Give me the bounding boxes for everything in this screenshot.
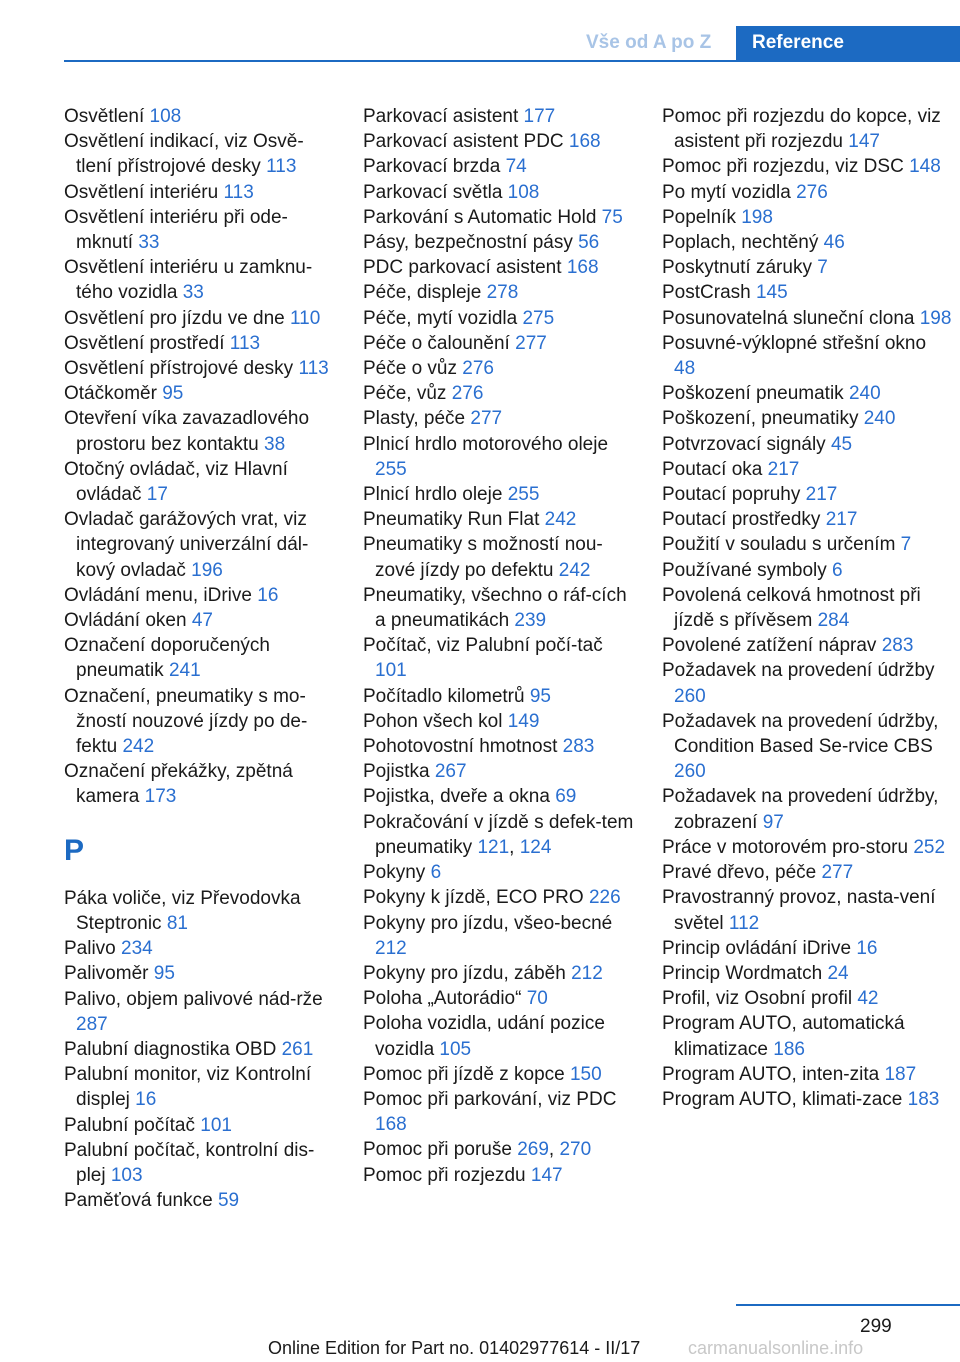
page-link[interactable]: 113 — [229, 332, 261, 354]
index-entry — [64, 583, 334, 608]
page-link[interactable]: 17 — [146, 484, 168, 506]
page-link[interactable]: 177 — [523, 106, 556, 127]
page-link[interactable]: 187 — [884, 1063, 917, 1085]
page-link[interactable]: 38 — [264, 433, 286, 455]
index-entry: Pomoc při poruše 269, 270 — [363, 1139, 592, 1161]
page-link[interactable]: 101 — [200, 1114, 232, 1136]
page-link[interactable]: 183 — [907, 1088, 940, 1110]
index-entry — [363, 255, 635, 280]
index-term: Parkovací asistent — [363, 106, 524, 127]
index-term: PostCrash — [662, 282, 756, 304]
index-term: Pokračování v jízdě s defek‐tem pneumatiky — [363, 811, 634, 858]
page-link[interactable]: 145 — [755, 282, 788, 304]
index-entry — [662, 784, 952, 834]
index-entry — [363, 684, 635, 709]
page-link[interactable]: 150 — [569, 1063, 602, 1085]
index-term: Po mytí vozidla — [662, 181, 797, 203]
page-link[interactable]: 48 — [674, 358, 696, 380]
page-link[interactable]: 242 — [122, 736, 155, 758]
page-link[interactable]: 168 — [568, 131, 601, 153]
index-entry — [363, 583, 635, 633]
index-term: Plnicí hrdlo motorového oleje — [363, 433, 609, 455]
index-term: Parkovací brzda — [363, 156, 506, 178]
index-term: Pokyny k jízdě, ECO PRO — [363, 887, 589, 909]
index-term: Program AUTO, inten‐zita — [662, 1063, 885, 1085]
index-entry — [64, 936, 334, 961]
page-link[interactable]: 113 — [266, 156, 297, 178]
edition-note: Online Edition for Part no. 01402977614 - II/17 — [268, 1338, 641, 1358]
index-entry — [64, 987, 334, 1037]
page-link[interactable]: 252 — [913, 836, 946, 858]
page-link[interactable]: 217 — [805, 484, 838, 506]
index-term: Poutací popruhy — [662, 484, 806, 506]
index-term: Pomoc při parkování, viz PDC — [363, 1088, 617, 1110]
index-entry — [363, 734, 635, 759]
index-term: Péče, mytí vozidla — [363, 307, 523, 329]
index-term: Program AUTO, automatická klimatizace — [662, 1013, 905, 1060]
page-link[interactable]: 33 — [138, 232, 160, 254]
page-link[interactable]: 148 — [909, 156, 941, 178]
index-term: Pomoc při jízdě z kopce — [363, 1063, 570, 1085]
index-term: Princip ovládání iDrive — [662, 937, 857, 959]
index-term: Palubní počítač — [64, 1114, 201, 1136]
index-term: Počítadlo kilometrů — [363, 685, 530, 707]
page-link[interactable]: 110 — [290, 307, 321, 329]
page-link[interactable]: 276 — [451, 383, 484, 405]
index-entry — [662, 709, 952, 785]
index-term: Poloha „Autorádio“ — [363, 988, 527, 1010]
page-link[interactable]: 16 — [856, 937, 878, 959]
index-term: Osvětlení přístrojové desky — [64, 358, 299, 380]
page-link[interactable]: 234 — [121, 938, 153, 960]
page-link[interactable]: 198 — [919, 307, 952, 329]
page-link[interactable]: 70 — [526, 988, 548, 1010]
index-term: Pokyny pro jízdu, záběh — [363, 962, 572, 984]
page-link[interactable]: 113 — [223, 181, 254, 203]
index-entry — [64, 961, 334, 986]
index-term: Palivo, objem palivové nád‐rže — [64, 988, 323, 1010]
page-link[interactable]: 101 — [375, 660, 407, 682]
index-entry — [363, 885, 635, 910]
index-term: Ovládání oken — [64, 610, 192, 632]
index-term: Pohotovostní hmotnost — [363, 736, 563, 758]
index-term: Palivoměr — [64, 963, 154, 985]
index-term: Otočný ovládač, viz Hlavní ovládač — [64, 458, 288, 506]
index-term: Poutací oka — [662, 458, 768, 480]
page-link[interactable]: 42 — [857, 988, 879, 1010]
reference-tab[interactable]: Reference — [736, 26, 960, 60]
page-link[interactable]: 95 — [529, 685, 551, 707]
page-link[interactable]: 255 — [507, 484, 540, 506]
page-link[interactable]: 287 — [76, 1013, 108, 1035]
index-term: Pokyny pro jízdu, všeo‐becné — [363, 912, 613, 934]
index-term: Použití v souladu s určením — [662, 534, 901, 556]
index-term: Osvětlení prostředí — [64, 332, 230, 354]
index-entry — [363, 331, 635, 356]
index-term: Parkovací asistent PDC — [363, 131, 569, 153]
page-link[interactable]: 75 — [601, 206, 623, 228]
index-term: Označení doporučených pneumatik — [64, 635, 270, 682]
index-entry — [64, 608, 334, 633]
page-link[interactable]: 56 — [578, 232, 600, 254]
index-term: Popelník — [662, 206, 742, 228]
index-term: Poskytnutí záruky — [662, 257, 818, 279]
index-term: Parkovací světla — [363, 181, 508, 203]
index-term: Pomoc při poruše — [363, 1139, 518, 1161]
index-term: Posunovatelná sluneční clona — [662, 307, 920, 329]
index-term: Pokyny — [363, 862, 431, 884]
index-term: Osvětlení indikací, viz Osvě‐tlení přístrojové desky — [64, 131, 304, 178]
index-entry — [64, 1188, 334, 1213]
index-entry — [363, 860, 635, 885]
page-link[interactable]: 108 — [507, 181, 540, 203]
page-number: 299 — [860, 1316, 892, 1337]
page-link[interactable]: 283 — [881, 635, 914, 657]
page-link[interactable]: 240 — [863, 408, 896, 430]
page-link[interactable]: 198 — [741, 206, 773, 228]
page-link[interactable]: 121 — [477, 836, 510, 858]
index-entry — [64, 684, 334, 760]
page-link[interactable]: 278 — [486, 282, 519, 304]
index-entry — [363, 1011, 635, 1061]
page-link[interactable]: 168 — [375, 1114, 407, 1136]
page-link[interactable]: 275 — [522, 307, 555, 329]
index-entry — [363, 1062, 635, 1087]
index-term: Práce v motorovém pro‐storu — [662, 836, 914, 858]
index-entry — [662, 633, 952, 658]
index-term: Pneumatiky s možností nou‐zové jízdy po defektu — [363, 534, 603, 581]
page-link[interactable]: 270 — [559, 1139, 592, 1161]
page-link[interactable]: 105 — [439, 1038, 472, 1060]
index-entry: Pokračování v jízdě s defek‐tem pneumatiky 121, 124 — [363, 811, 634, 858]
page-link[interactable]: 74 — [505, 156, 527, 178]
index-term: Plasty, péče — [363, 408, 471, 430]
footer-rule — [736, 1304, 960, 1306]
index-letter-heading: P — [64, 833, 85, 867]
page-link[interactable]: 261 — [281, 1038, 314, 1060]
index-term: Počítač, viz Palubní počí‐tač — [363, 635, 603, 657]
index-entry — [662, 961, 952, 986]
index-term: Povolené zatížení náprav — [662, 635, 882, 657]
index-entry — [363, 911, 635, 961]
index-entry — [662, 381, 952, 406]
index-term: Poloha vozidla, udání pozice vozidla — [363, 1013, 605, 1060]
index-term: Páka voliče, viz Převodovka Steptronic — [64, 887, 301, 934]
index-term: Pomoc při rozjezdu do kopce, viz asistent při rozjezdu — [662, 106, 941, 153]
page-link[interactable]: 69 — [555, 786, 577, 808]
index-term: Pohon všech kol — [363, 710, 508, 732]
index-entry — [662, 280, 952, 305]
page-link[interactable]: 47 — [191, 610, 213, 632]
index-entry — [363, 280, 635, 305]
index-term: Princip Wordmatch — [662, 962, 828, 984]
index-entry — [363, 633, 635, 683]
index-term: Označení překážky, zpětná kamera — [64, 761, 293, 808]
index-term: Povolená celková hmotnost při jízdě s přívěsem — [662, 584, 921, 632]
index-entry — [64, 381, 334, 406]
index-term: Profil, viz Osobní profil — [662, 988, 858, 1010]
page-link[interactable]: 212 — [375, 937, 407, 959]
page-link[interactable]: 81 — [166, 912, 188, 934]
page-link[interactable]: 124 — [519, 836, 552, 858]
page-link[interactable]: 7 — [817, 257, 828, 279]
index-term: Označení, pneumatiky s mo‐žností nouzové jízdy po de‐fektu — [64, 685, 308, 758]
index-term: Pravé dřevo, péče — [662, 862, 822, 884]
index-term: Posuvné-výklopné střešní okno — [662, 332, 927, 354]
index-column-2 — [363, 104, 635, 1188]
index-term: Pojistka, dveře a okna — [363, 786, 556, 808]
index-entry — [363, 230, 635, 255]
page-link[interactable]: 260 — [674, 761, 706, 783]
index-term: Péče o čalounění — [363, 332, 516, 354]
index-entry — [363, 1163, 635, 1188]
index-entry — [662, 835, 952, 860]
index-entry — [662, 331, 952, 381]
index-entry — [64, 457, 334, 507]
index-term: Pravostranný provoz, nasta‐vení světel — [662, 887, 936, 934]
page-link[interactable]: 95 — [153, 963, 175, 985]
page-link[interactable]: 255 — [375, 458, 407, 480]
page-link[interactable]: 16 — [135, 1089, 157, 1111]
page-link[interactable]: 33 — [182, 282, 204, 304]
page-link[interactable]: 276 — [796, 181, 828, 203]
index-entry — [662, 860, 952, 885]
page-link[interactable]: 46 — [823, 232, 845, 254]
index-entry — [662, 936, 952, 961]
page-link[interactable]: 276 — [462, 358, 494, 380]
index-entry — [64, 306, 334, 331]
page-link[interactable]: 284 — [817, 610, 850, 632]
index-term: Otevření víka zavazadlového prostoru bez kontaktu — [64, 408, 310, 455]
index-entry — [662, 658, 952, 708]
index-entry — [64, 759, 334, 809]
index-entry — [363, 104, 635, 129]
index-term: Poškození, pneumatiky — [662, 408, 864, 430]
index-entry — [64, 886, 334, 936]
index-term: Poplach, nechtěný — [662, 232, 824, 254]
index-entry — [662, 154, 952, 179]
index-entry — [662, 457, 952, 482]
index-column-3 — [662, 104, 952, 1112]
index-entry — [64, 205, 334, 255]
index-entry — [363, 356, 635, 381]
page-link[interactable]: 108 — [149, 106, 182, 127]
index-entry — [363, 784, 635, 809]
index-entry — [363, 482, 635, 507]
index-entry — [662, 1087, 952, 1112]
page-link[interactable]: 277 — [515, 332, 547, 354]
page-link[interactable]: 226 — [588, 887, 621, 909]
index-column-1 — [64, 104, 334, 1213]
index-entry — [363, 759, 635, 784]
index-term: Péče, vůz — [363, 383, 452, 405]
header-rule — [64, 60, 960, 62]
index-term: Ovládání menu, iDrive — [64, 584, 258, 606]
index-entry — [64, 180, 334, 205]
page-link[interactable]: 277 — [821, 862, 854, 884]
index-term: Plnicí hrdlo oleje — [363, 484, 508, 506]
index-entry — [662, 180, 952, 205]
index-term: Pneumatiky, všechno o ráf‐cích a pneumatikách — [363, 584, 627, 632]
page-link[interactable]: 147 — [848, 131, 880, 153]
index-term: Palubní počítač, kontrolní dis‐plej — [64, 1139, 315, 1186]
index-entry — [662, 558, 952, 583]
index-entry — [363, 406, 635, 431]
index-entry — [363, 1087, 635, 1137]
page-link[interactable]: 113 — [298, 358, 329, 380]
watermark: carmanualsonline.info — [688, 1338, 864, 1358]
section-title: Vše od A po Z — [586, 32, 712, 53]
page-link[interactable]: 24 — [827, 962, 849, 984]
page-link[interactable]: 186 — [773, 1038, 805, 1060]
page-link[interactable]: 95 — [162, 383, 184, 405]
index-entry — [363, 986, 635, 1011]
index-entry — [363, 432, 635, 482]
page-link[interactable]: 242 — [558, 559, 591, 581]
page-link[interactable]: 7 — [900, 534, 912, 556]
page-link[interactable]: 196 — [191, 559, 223, 581]
page-link[interactable]: 168 — [566, 257, 599, 279]
index-entry — [662, 406, 952, 431]
index-term: Osvětlení — [64, 106, 150, 127]
page-link[interactable]: 173 — [144, 786, 177, 808]
index-entry — [64, 406, 334, 456]
index-entry — [662, 255, 952, 280]
index-term: Pásy, bezpečnostní pásy — [363, 232, 579, 254]
page-link[interactable]: 239 — [514, 610, 547, 632]
index-term: Osvětlení interiéru u zamknu‐tého vozidla — [64, 257, 313, 304]
index-entry — [64, 104, 334, 129]
page-link[interactable]: 97 — [762, 811, 784, 833]
page-link[interactable]: 59 — [217, 1190, 240, 1212]
index-entry — [662, 230, 952, 255]
index-term: Parkování s Automatic Hold — [363, 206, 602, 228]
index-entry — [363, 381, 635, 406]
index-entry — [662, 104, 952, 154]
index-term: Pomoc při rozjezdu — [363, 1164, 531, 1186]
index-entry — [64, 129, 334, 179]
index-term: Osvětlení interiéru při ode‐mknutí — [64, 206, 288, 254]
index-entry — [363, 507, 635, 532]
index-entry — [64, 633, 334, 683]
page-link[interactable]: 267 — [434, 761, 467, 783]
index-entry — [662, 432, 952, 457]
index-term: Požadavek na provedení údržby, zobrazení — [662, 786, 939, 833]
index-entry — [662, 532, 952, 557]
index-entry — [363, 154, 635, 179]
index-entry — [662, 986, 952, 1011]
index-term: Osvětlení interiéru — [64, 181, 224, 203]
index-term: Paměťová funkce — [64, 1190, 218, 1212]
index-entry — [64, 1113, 334, 1138]
page-link[interactable]: 240 — [848, 383, 881, 405]
index-term: Otáčkoměr — [64, 383, 163, 405]
index-entry — [662, 583, 952, 633]
index-entry — [662, 205, 952, 230]
index-entry — [662, 482, 952, 507]
index-entry — [64, 507, 334, 583]
index-term: Poškození pneumatik — [662, 383, 849, 405]
index-entry — [662, 507, 952, 532]
index-entry — [662, 885, 952, 935]
index-entry — [363, 129, 635, 154]
index-entry — [363, 532, 635, 582]
page-link[interactable]: 269 — [517, 1139, 549, 1161]
index-term: Požadavek na provedení údržby, Condition Based Se‐rvice CBS — [662, 710, 939, 758]
index-term: PDC parkovací asistent — [363, 257, 567, 279]
page-link[interactable]: 16 — [257, 584, 279, 606]
index-entry — [363, 205, 635, 230]
index-term: Program AUTO, klimati‐zace — [662, 1088, 908, 1110]
page-link[interactable]: 260 — [674, 685, 706, 707]
page-link[interactable]: 45 — [830, 433, 853, 455]
index-term: Poutací prostředky — [662, 509, 826, 531]
index-entry — [363, 961, 635, 986]
page-link[interactable]: 241 — [168, 660, 201, 682]
index-term: Pomoc při rozjezdu, viz DSC — [662, 156, 910, 178]
page-link[interactable]: 147 — [530, 1164, 563, 1186]
index-term: Palubní diagnostika OBD — [64, 1038, 282, 1060]
index-term: Osvětlení pro jízdu ve dne — [64, 307, 291, 329]
index-entry — [662, 1011, 952, 1061]
page-link[interactable]: 103 — [110, 1164, 143, 1186]
index-term: Používané symboly — [662, 559, 833, 581]
page-header — [0, 0, 960, 64]
index-term: Palubní monitor, viz Kontrolní displej — [64, 1064, 312, 1111]
index-term: Požadavek na provedení údržby — [662, 660, 935, 682]
page-link[interactable]: 212 — [571, 962, 603, 984]
index-entry — [662, 306, 952, 331]
index-term: Péče o vůz — [363, 358, 463, 380]
index-term: Pojistka — [363, 761, 435, 783]
page-link[interactable]: 6 — [832, 559, 843, 581]
index-term: Potvrzovací signály — [662, 433, 831, 455]
index-entry — [64, 255, 334, 305]
page-link[interactable]: 6 — [430, 862, 442, 884]
page-link[interactable]: 149 — [507, 710, 540, 732]
index-entry — [64, 1138, 334, 1188]
index-entry — [363, 709, 635, 734]
page-link[interactable]: 277 — [470, 408, 503, 430]
index-entry — [64, 356, 334, 381]
index-entry — [363, 306, 635, 331]
page-link[interactable]: 242 — [544, 509, 577, 531]
page-link[interactable]: 112 — [728, 912, 760, 934]
index-term: Péče, displeje — [363, 282, 487, 304]
index-term: Pneumatiky Run Flat — [363, 509, 545, 531]
page-link[interactable]: 217 — [767, 458, 800, 480]
index-term: Ovladač garážových vrat, viz integrovaný univerzální dál‐kový ovladač — [64, 509, 309, 581]
index-entry — [64, 1062, 334, 1112]
index-entry — [363, 180, 635, 205]
index-entry — [662, 1062, 952, 1087]
page-link[interactable]: 217 — [825, 509, 858, 531]
index-entry — [64, 331, 334, 356]
index-entry — [64, 1037, 334, 1062]
index-term: Palivo — [64, 938, 122, 960]
page-link[interactable]: 283 — [562, 736, 595, 758]
